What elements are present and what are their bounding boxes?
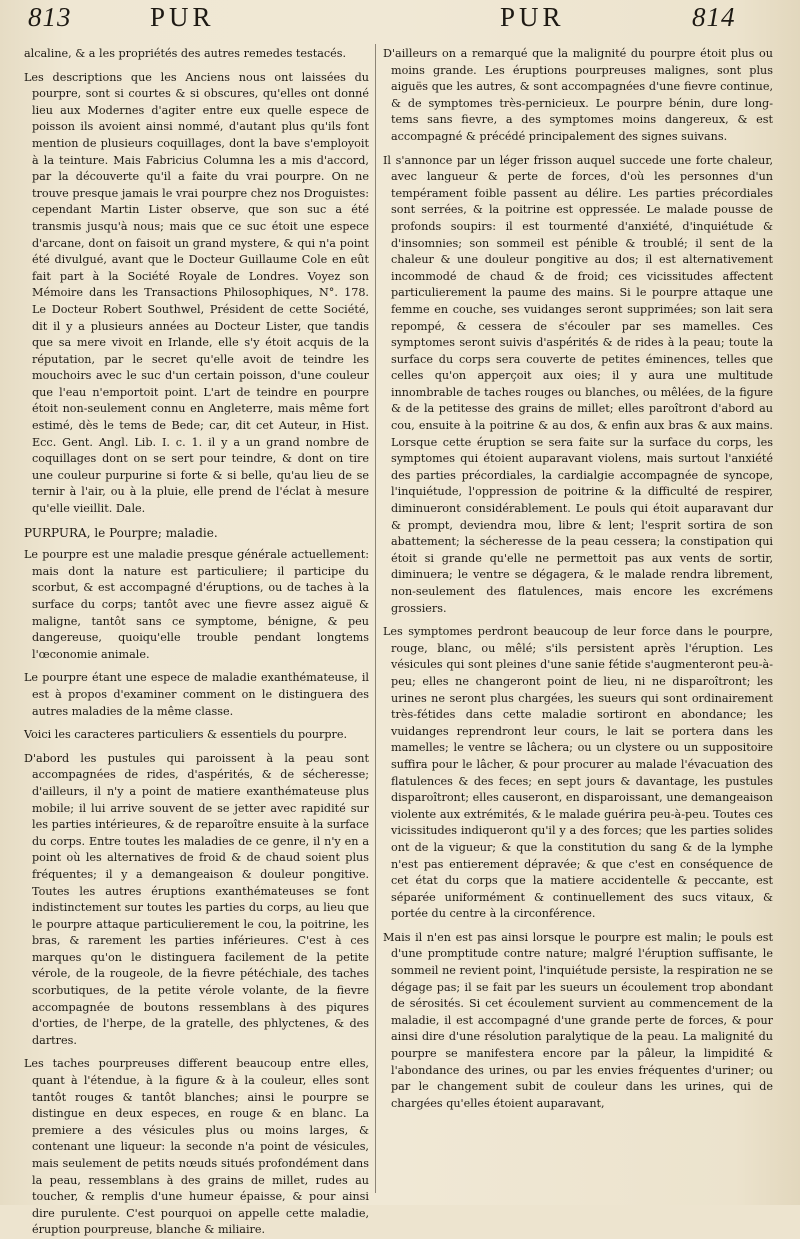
paragraph: Il s'annonce par un léger frisson auquel succede une forte chaleur, avec langueur & perte de forces, d'où les personnes d'un tempérament foible passent au délire. Les parties précordiales sont serrées, & la poitrine est oppressée. Le malade pousse de profonds soupirs: il est tourmenté d'anxiété, d'inquiétude & d'insomnies; son sommeil est pénible & troublé; il sent de la chaleur & une douleur pongitive au dos; il est alternativement incommodé de chaud & de froid; ces vicissitudes affectent particulierement la paume des mains. Si le pourpre attaque une femme en couche, ses vuidanges seront supprimées; son lait sera repompé, & cessera de s'écouler par ses mamelles. Ces symptomes seront suivis d'aspérités & de rides à la peau; toute la surface du corps sera couverte de petites éminences, telles que celles qu'on apperçoit aux oies; il y aura une multitude innombrable de taches rouges ou blanches, ou mêlées, de la figure & de la petitesse des grains de millet; elles paroîtront d'abord au cou, ensuite à la poitrine & au dos, & enfin aux bras & aux mains. Lorsque cette éruption se sera faite sur la surface du corps, les symptomes qui étoient auparavant violens, mais surtout l'anxiété des parties précordiales, la cardialgie accompagnée de syncope, l'inquiétude, l'oppression de poitrine & la difficulté de respirer, diminueront considérablement. Le pouls qui étoit auparavant dur & prompt, deviendra mou, libre & lent; l'esprit sortira de son abattement; la sécheresse de la peau cessera; la constipation qui étoit si grande qu'elle ne permettoit pas aux vents de sortir, diminuera; le ventre se dégagera, & le malade rendra librement, non-seulement des flatulences, mais encore les excrémens grossiers. xyxy=(383,153,773,615)
paragraph: Voici les caracteres particuliers & essentiels du pourpre. xyxy=(24,728,348,742)
right-column xyxy=(383,46,773,1195)
right-running-head: PUR xyxy=(500,2,565,32)
paragraph: Les symptomes perdront beaucoup de leur force dans le pourpre, rouge, blanc, ou mêlé; s'ils persistent après l'éruption. Les vésicules qui sont pleines d'une sanie fétide s'augmenteront peu-à-peu; elles ne changeront point de lieu, ni ne disparoîtront; les urines ne seront plus chargées, les sueurs qui sont ordinairement très-fétides dans cette maladie sortiront en abondance; les vuidanges reprendront leur cours, le lait se portera dans les mamelles; le ventre se lâchera; ou un clystere ou un suppositoire suffira pour le lâcher, & pour procurer au malade l'évacuation des flatulences & des feces; en sept jours & davantage, les pustules disparoîtront; elles causeront, en disparoissant, une demangeaison violente aux extrémités, & le malade guérira peu-à-peu. Toutes ces vicissitudes indiqueront qu'il y a des forces; que les parties solides ont de la vigueur; & que la constitution du sang & de la lymphe n'est pas entierement dépravée; & que c'est en conséquence de cet état du corps que la matiere accidentelle & peccante, est séparée uniformément & continuellement des sucs vitaux, & portée du centre à la circonférence. xyxy=(383,625,773,921)
paragraph: D'abord les pustules qui paroissent à la peau sont accompagnées de rides, d'aspérités, & de sécheresse; d'ailleurs, il n'y a point de matiere exanthémateuse plus mobile; il lui arrive souvent de se jetter avec rapidité sur les parties intérieures, & de reparoître ensuite à la surface du corps. Entre toutes les maladies de ce genre, il n'y en a point où les alternatives de froid & de chaud soient plus fréquentes; il y a demangeaison & douleur pongitive. Toutes les autres éruptions exanthémateuses se font indistinctement sur toutes les parties du corps, au lieu que le pourpre attaque particulierement le cou, la poitrine, les bras, & rarement les parties inférieures. C'est à ces marques qu'on le distinguera facilement de la petite vérole, de la rougeole, de la fievre pétéchiale, des taches scorbutiques, de la petite vérole volante, de la fievre accompagnée de boutons ressemblans à des piqures d'orties, de l'herpe, de la gratelle, des phlyctenes, & des dartres. xyxy=(24,751,369,1047)
paragraph: Le pourpre est une maladie presque générale actuellement: mais dont la nature est particuliere; il participe du scorbut, & est accompagné d'éruptions, ou de taches à la surface du corps; tantôt avec une fievre assez aiguë & maligne, tantôt sans ce symptome, bénigne, & peu dangereuse, quoiqu'elle trouble pendant longtems l'œconomie animale. xyxy=(24,548,369,661)
paragraph: Les taches pourpreuses different beaucoup entre elles, quant à l'étendue, à la figure & à la couleur, elles sont tantôt rouges & tantôt blanches; ainsi le pourpre se distingue en deux especes, en rouge & en blanc. La premiere a des vésicules plus ou moins larges, & contenant une liqueur: la seconde n'a point de vésicules, mais seulement de petits nœuds situés profondément dans la peau, ressemblans à des grains de millet, rudes au toucher, & remplis d'une humeur épaisse, & pour ainsi dire purulente. C'est pourquoi on appelle cette maladie, éruption pourpreuse, blanche & miliaire. xyxy=(24,1057,369,1237)
paragraph: alcaline, & a les propriétés des autres remedes testacés. xyxy=(24,47,347,60)
paragraph: D'ailleurs on a remarqué que la malignité du pourpre étoit plus ou moins grande. Les éruptions pourpreuses malignes, sont plus aiguës que les autres, & sont accompagnées d'une fievre continue, & de symptomes très-pernicieux. Le pourpre bénin, dure long-tems sans fievre, a des symptomes moins dangereux, & est accompagné & précédé principalement des signes suivans. xyxy=(383,47,773,143)
column-divider xyxy=(375,44,376,1193)
entry-headword: PURPURA, le Pourpre; maladie. xyxy=(24,525,218,540)
left-column xyxy=(24,46,369,1237)
paragraph: Mais il n'en est pas ainsi lorsque le pourpre est malin; le pouls est d'une promptitude contre nature; malgré l'éruption suffisante, le sommeil ne revient point, l'inquiétude persiste, la respiration ne se dégage pas; il se fait par les sueurs un écoulement trop abondant de sérosités. Si cet écoulement survient au commencement de la maladie, il est accompagné d'une grande perte de forces, & pour ainsi dire d'une résolution paralytique de la peau. La malignité du pourpre se manifestera encore par la pâleur, la limpidité & l'abondance des urines, ou par les envies fréquentes d'uriner; ou par le changement subit de couleur dans les urines, qui de chargées qu'elles étoient auparavant, xyxy=(383,930,773,1110)
paragraph: Le pourpre étant une espece de maladie exanthémateuse, il est à propos d'examiner comment on le distinguera des autres maladies de la même classe. xyxy=(24,671,369,718)
left-page-number: 813 xyxy=(28,2,72,32)
right-page-number: 814 xyxy=(692,2,736,32)
left-running-head: PUR xyxy=(150,2,215,32)
paragraph: Les descriptions que les Anciens nous ont laissées du pourpre, sont si courtes & si obscures, qu'elles ont donné lieu aux Modernes d'agiter entre eux quelle espece de poisson ils avoient ainsi nommé, d'autant plus qu'ils font mention de plusieurs coquillages, dont la bave s'employoit à la teinture. Mais Fabricius Columna les a mis d'accord, par la découverte qu'il a faite du vrai pourpre. On ne trouve presque jamais le vrai pourpre chez nos Droguistes: cependant Martin Lister observe, que son suc a été transmis jusqu'à nous; mais que ce suc étoit une espece d'arcane, dont on faisoit un grand mystere, & qui n'a point été divulgué, avant que le Docteur Guillaume Cole en eût fait part à la Société Royale de Londres. Voyez son Mémoire dans les Transactions Philosophiques, N°. 178. Le Docteur Robert Southwel, Président de cette Société, dit il y a plusieurs années au Docteur Lister, que tandis que sa mere vivoit en Irlande, elle s'y étoit acquis de la réputation, par le secret qu'elle avoit de teindre les mouchoirs avec le suc d'un certain poisson, d'une couleur que l'eau n'emportoit point. L'art de teindre en pourpre étoit non-seulement connu en Angleterre, mais même fort estimé, dès le tems de Bede; car, dit cet Auteur, in Hist. Ecc. Gent. Angl. Lib. I. c. 1. il y a un grand nombre de coquillages dont on se sert pour teindre, & dont on tire une couleur purpurine si forte & si belle, qu'au lieu de se ternir à l'air, ou à la pluie, elle prend de l'éclat à mesure qu'elle vieillit. Dale. xyxy=(24,70,369,516)
